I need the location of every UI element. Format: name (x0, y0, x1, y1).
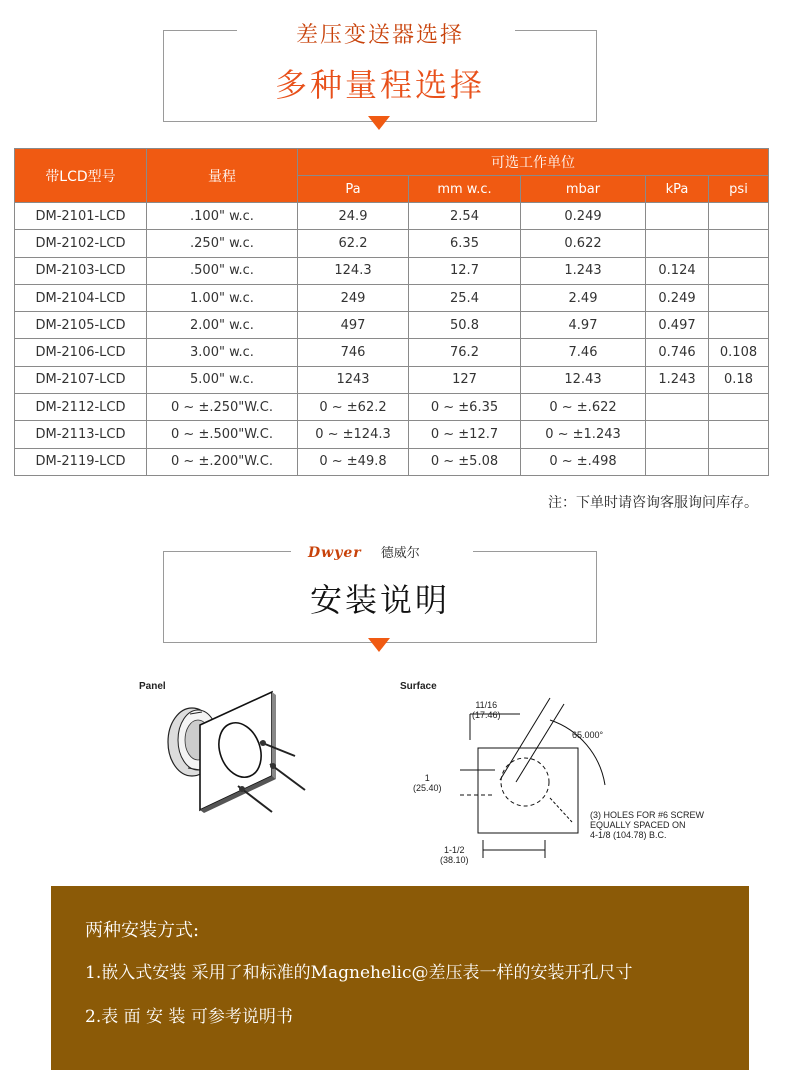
header-unit-psi: psi (709, 176, 769, 203)
cell-kpa: 0.746 (646, 339, 709, 366)
cell-model: DM-2101-LCD (15, 203, 147, 230)
cell-model: DM-2119-LCD (15, 448, 147, 475)
table-row (15, 339, 769, 366)
cell-model: DM-2105-LCD (15, 312, 147, 339)
cell-mbar: 0.249 (521, 203, 646, 230)
cell-kpa (646, 230, 709, 257)
dim-bottom-mm: (38.10) (440, 855, 469, 865)
table-row (15, 448, 769, 475)
holes-note-line2: EQUALLY SPACED ON (590, 820, 686, 830)
table-row (15, 421, 769, 448)
table-row (15, 230, 769, 257)
cell-mmwc: 25.4 (409, 284, 521, 311)
cell-model: DM-2102-LCD (15, 230, 147, 257)
cell-mbar: 0 ~ ±.622 (521, 394, 646, 421)
install-title: 安装说明 (309, 581, 450, 619)
spec-table (14, 148, 769, 476)
down-arrow-icon (368, 116, 390, 130)
cell-model: DM-2112-LCD (15, 394, 147, 421)
cell-model: DM-2104-LCD (15, 284, 147, 311)
dim-bottom-label (440, 845, 469, 865)
header-unit-kpa: kPa (646, 176, 709, 203)
cell-mmwc: 0 ~ ±6.35 (409, 394, 521, 421)
cell-range: 3.00" w.c. (147, 339, 298, 366)
install-heading: 两种安装方式: (85, 920, 200, 941)
header-unit-pa: Pa (298, 176, 409, 203)
install-methods-box (51, 886, 749, 1070)
cell-mmwc: 12.7 (409, 257, 521, 284)
stock-note: 注：下单时请咨询客服询问库存。 (548, 495, 758, 511)
table-row (15, 366, 769, 393)
cell-pa: 497 (298, 312, 409, 339)
header-range: 量程 (147, 149, 298, 203)
dim-top-inch: 11/16 (475, 700, 498, 710)
holes-note-line3: 4-1/8 (104.78) B.C. (590, 830, 667, 840)
panel-label: Panel (139, 681, 166, 692)
cell-range: .100" w.c. (147, 203, 298, 230)
cell-kpa: 1.243 (646, 366, 709, 393)
cell-pa: 124.3 (298, 257, 409, 284)
cell-model: DM-2113-LCD (15, 421, 147, 448)
cell-kpa: 0.124 (646, 257, 709, 284)
cell-psi (709, 421, 769, 448)
dim-left-mm: (25.40) (413, 783, 442, 793)
cell-mbar: 1.243 (521, 257, 646, 284)
cell-model: DM-2107-LCD (15, 366, 147, 393)
header-box-install (163, 545, 597, 643)
cell-pa: 746 (298, 339, 409, 366)
cell-pa: 249 (298, 284, 409, 311)
cell-mmwc: 76.2 (409, 339, 521, 366)
cell-kpa (646, 448, 709, 475)
header-unit-mbar: mbar (521, 176, 646, 203)
cell-psi (709, 257, 769, 284)
header-title: 多种量程选择 (274, 66, 485, 104)
cell-mbar: 0 ~ ±1.243 (521, 421, 646, 448)
table-row (15, 203, 769, 230)
cell-pa: 0 ~ ±124.3 (298, 421, 409, 448)
cell-mmwc: 6.35 (409, 230, 521, 257)
header-units-group: 可选工作单位 (298, 149, 769, 176)
cell-mbar: 0.622 (521, 230, 646, 257)
dim-top-mm: (17.46) (472, 710, 501, 720)
table-row (15, 284, 769, 311)
dim-left-label (413, 773, 442, 793)
cell-mmwc: 0 ~ ±5.08 (409, 448, 521, 475)
dim-left-inch: 1 (424, 773, 430, 783)
brand-name-cn: 德威尔 (380, 546, 420, 561)
spec-table-body (15, 203, 769, 476)
holes-note (590, 810, 704, 840)
cell-psi (709, 312, 769, 339)
holes-note-line1: (3) HOLES FOR #6 SCREW (590, 810, 705, 820)
cell-kpa (646, 421, 709, 448)
cell-range: 2.00" w.c. (147, 312, 298, 339)
cell-psi: 0.18 (709, 366, 769, 393)
cell-kpa: 0.249 (646, 284, 709, 311)
cell-range: .500" w.c. (147, 257, 298, 284)
cell-pa: 62.2 (298, 230, 409, 257)
cell-mmwc: 2.54 (409, 203, 521, 230)
cell-pa: 24.9 (298, 203, 409, 230)
cell-model: DM-2106-LCD (15, 339, 147, 366)
down-arrow-icon (368, 638, 390, 652)
cell-pa: 1243 (298, 366, 409, 393)
cell-range: .250" w.c. (147, 230, 298, 257)
header-unit-mmwc: mm w.c. (409, 176, 521, 203)
surface-label: Surface (400, 681, 437, 692)
header-subtitle: 差压变送器选择 (295, 23, 464, 48)
cell-mbar: 0 ~ ±.498 (521, 448, 646, 475)
install-method-2: 2.表 面 安 装 可参考说明书 (85, 1007, 293, 1027)
header-box-range (163, 23, 597, 122)
header-model: 带LCD型号 (15, 149, 147, 203)
cell-mmwc: 50.8 (409, 312, 521, 339)
cell-range: 1.00" w.c. (147, 284, 298, 311)
cell-kpa (646, 203, 709, 230)
cell-mmwc: 0 ~ ±12.7 (409, 421, 521, 448)
install-method-1: 1.嵌入式安装 采用了和标准的Magnehelic@差压表一样的安装开孔尺寸 (85, 963, 633, 983)
dim-top-label (472, 700, 501, 720)
table-row (15, 312, 769, 339)
cell-mbar: 2.49 (521, 284, 646, 311)
brand-logo: Dwyer (308, 545, 362, 561)
dim-bottom-inch: 1-1/2 (444, 845, 465, 855)
cell-psi (709, 203, 769, 230)
panel-mount-illustration (160, 690, 320, 820)
cell-psi: 0.108 (709, 339, 769, 366)
cell-model: DM-2103-LCD (15, 257, 147, 284)
cell-psi (709, 230, 769, 257)
cell-pa: 0 ~ ±49.8 (298, 448, 409, 475)
cell-psi (709, 394, 769, 421)
cell-pa: 0 ~ ±62.2 (298, 394, 409, 421)
cell-mmwc: 127 (409, 366, 521, 393)
cell-psi (709, 284, 769, 311)
cell-mbar: 12.43 (521, 366, 646, 393)
cell-range: 0 ~ ±.500"W.C. (147, 421, 298, 448)
cell-kpa: 0.497 (646, 312, 709, 339)
cell-mbar: 4.97 (521, 312, 646, 339)
table-row (15, 394, 769, 421)
cell-kpa (646, 394, 709, 421)
cell-mbar: 7.46 (521, 339, 646, 366)
cell-range: 0 ~ ±.200"W.C. (147, 448, 298, 475)
angle-label: 65.000° (572, 730, 604, 740)
table-row (15, 257, 769, 284)
cell-range: 0 ~ ±.250"W.C. (147, 394, 298, 421)
cell-range: 5.00" w.c. (147, 366, 298, 393)
cell-psi (709, 448, 769, 475)
